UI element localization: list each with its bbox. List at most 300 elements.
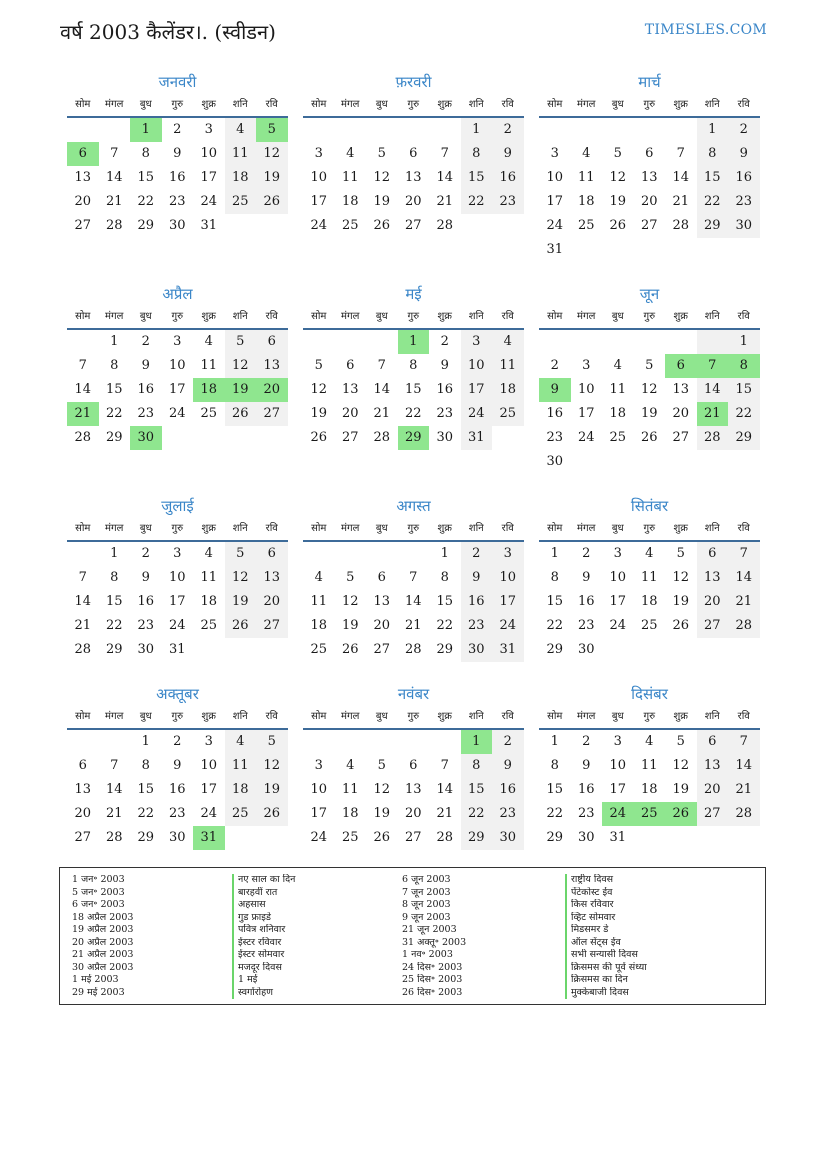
day-cell[interactable]: 25 [310,642,328,657]
day-cell[interactable]: 29 [436,642,454,657]
day-cell[interactable]: 10 [577,382,595,397]
day-cell[interactable]: 11 [577,170,595,185]
day-cell[interactable]: 12 [225,354,257,378]
day-cell[interactable]: 12 [640,382,658,397]
day-cell[interactable]: 9 [492,142,524,166]
day-cell[interactable]: 4 [346,146,355,161]
day-cell[interactable]: 24 [168,406,186,421]
day-cell[interactable]: 18 [200,594,218,609]
day-cell[interactable]: 19 [373,194,391,209]
day-cell[interactable]: 5 [225,542,257,566]
day-cell[interactable]: 23 [137,406,155,421]
day-cell[interactable]: 21 [436,806,454,821]
day-cell[interactable]: 25 [577,218,595,233]
day-cell[interactable]: 19 [256,166,288,190]
day-cell[interactable]: 3 [550,146,559,161]
day-cell[interactable]: 13 [672,382,690,397]
day-cell[interactable]: 18 [341,194,359,209]
day-cell[interactable]: 20 [697,590,729,614]
day-cell[interactable]: 25 [225,802,257,826]
day-cell[interactable]: 3 [613,546,622,561]
day-cell[interactable]: 8 [550,758,559,773]
day-cell[interactable]: 17 [310,806,328,821]
day-cell[interactable]: 8 [409,358,418,373]
day-cell[interactable]: 26 [341,642,359,657]
day-cell[interactable]: 11 [609,382,627,397]
day-cell[interactable]: 13 [373,594,391,609]
day-cell[interactable]: 17 [310,194,328,209]
day-cell[interactable]: 3 [173,334,182,349]
day-cell[interactable]: 28 [373,430,391,445]
day-cell[interactable]: 7 [728,542,760,566]
day-cell[interactable]: 24 [546,218,564,233]
day-cell[interactable]: 3 [204,122,213,137]
day-cell[interactable]: 17 [546,194,564,209]
day-cell[interactable]: 26 [225,614,257,638]
day-cell[interactable]: 2 [141,546,150,561]
day-cell[interactable]: 6 [665,354,697,378]
day-cell[interactable]: 10 [200,758,218,773]
day-cell[interactable]: 14 [74,382,92,397]
day-cell[interactable]: 1 [398,330,430,354]
day-cell[interactable]: 22 [546,618,564,633]
day-cell[interactable]: 6 [409,146,418,161]
day-cell[interactable]: 9 [492,754,524,778]
day-cell[interactable]: 1 [728,330,760,354]
day-cell[interactable]: 11 [200,358,218,373]
day-cell[interactable]: 7 [78,570,87,585]
day-cell[interactable]: 2 [492,730,524,754]
day-cell[interactable]: 29 [398,426,430,450]
day-cell[interactable]: 10 [546,170,564,185]
day-cell[interactable]: 29 [546,642,564,657]
day-cell[interactable]: 2 [141,334,150,349]
day-cell[interactable]: 17 [609,782,627,797]
day-cell[interactable]: 31 [492,638,524,662]
day-cell[interactable]: 16 [577,594,595,609]
day-cell[interactable]: 10 [200,146,218,161]
day-cell[interactable]: 8 [110,570,119,585]
day-cell[interactable]: 21 [74,618,92,633]
day-cell[interactable]: 14 [728,754,760,778]
day-cell[interactable]: 30 [492,826,524,850]
day-cell[interactable]: 15 [105,382,123,397]
day-cell[interactable]: 25 [492,402,524,426]
day-cell[interactable]: 19 [672,782,690,797]
day-cell[interactable]: 1 [110,546,119,561]
day-cell[interactable]: 25 [640,618,658,633]
day-cell[interactable]: 8 [550,570,559,585]
day-cell[interactable]: 7 [110,146,119,161]
day-cell[interactable]: 13 [697,754,729,778]
day-cell[interactable]: 22 [546,806,564,821]
day-cell[interactable]: 22 [461,190,493,214]
day-cell[interactable]: 24 [200,194,218,209]
day-cell[interactable]: 20 [256,590,288,614]
day-cell[interactable]: 27 [672,430,690,445]
day-cell[interactable]: 19 [310,406,328,421]
day-cell[interactable]: 6 [67,142,99,166]
day-cell[interactable]: 15 [728,378,760,402]
day-cell[interactable]: 5 [225,330,257,354]
day-cell[interactable]: 20 [341,406,359,421]
day-cell[interactable]: 8 [141,758,150,773]
day-cell[interactable]: 25 [341,218,359,233]
day-cell[interactable]: 7 [110,758,119,773]
day-cell[interactable]: 26 [256,190,288,214]
day-cell[interactable]: 22 [105,618,123,633]
day-cell[interactable]: 7 [377,358,386,373]
day-cell[interactable]: 17 [461,378,493,402]
day-cell[interactable]: 17 [492,590,524,614]
day-cell[interactable]: 7 [728,730,760,754]
day-cell[interactable]: 18 [640,594,658,609]
day-cell[interactable]: 14 [74,594,92,609]
day-cell[interactable]: 11 [225,754,257,778]
day-cell[interactable]: 1 [550,734,559,749]
day-cell[interactable]: 28 [404,642,422,657]
day-cell[interactable]: 6 [78,758,87,773]
day-cell[interactable]: 9 [582,570,591,585]
day-cell[interactable]: 12 [341,594,359,609]
day-cell[interactable]: 11 [640,758,658,773]
day-cell[interactable]: 9 [461,566,493,590]
day-cell[interactable]: 14 [672,170,690,185]
day-cell[interactable]: 23 [168,806,186,821]
day-cell[interactable]: 16 [546,406,564,421]
day-cell[interactable]: 18 [225,166,257,190]
day-cell[interactable]: 6 [346,358,355,373]
day-cell[interactable]: 2 [173,122,182,137]
day-cell[interactable]: 13 [404,782,422,797]
day-cell[interactable]: 18 [492,378,524,402]
day-cell[interactable]: 10 [492,566,524,590]
day-cell[interactable]: 14 [436,782,454,797]
day-cell[interactable]: 6 [409,758,418,773]
day-cell[interactable]: 4 [204,334,213,349]
day-cell[interactable]: 1 [130,118,162,142]
day-cell[interactable]: 20 [256,378,288,402]
day-cell[interactable]: 27 [373,642,391,657]
day-cell[interactable]: 19 [341,618,359,633]
day-cell[interactable]: 9 [539,378,571,402]
day-cell[interactable]: 9 [728,142,760,166]
day-cell[interactable]: 12 [256,754,288,778]
day-cell[interactable]: 31 [546,242,564,257]
day-cell[interactable]: 29 [105,642,123,657]
day-cell[interactable]: 16 [436,382,454,397]
day-cell[interactable]: 18 [225,778,257,802]
day-cell[interactable]: 5 [613,146,622,161]
day-cell[interactable]: 28 [436,218,454,233]
day-cell[interactable]: 26 [672,618,690,633]
day-cell[interactable]: 2 [492,118,524,142]
day-cell[interactable]: 4 [645,546,654,561]
day-cell[interactable]: 6 [697,730,729,754]
day-cell[interactable]: 11 [492,354,524,378]
day-cell[interactable]: 15 [137,170,155,185]
day-cell[interactable]: 7 [697,354,729,378]
day-cell[interactable]: 29 [137,830,155,845]
day-cell[interactable]: 5 [676,546,685,561]
day-cell[interactable]: 2 [582,734,591,749]
day-cell[interactable]: 26 [665,802,697,826]
day-cell[interactable]: 24 [602,802,634,826]
day-cell[interactable]: 23 [436,406,454,421]
day-cell[interactable]: 18 [193,378,225,402]
day-cell[interactable]: 2 [440,334,449,349]
day-cell[interactable]: 21 [105,806,123,821]
day-cell[interactable]: 10 [609,570,627,585]
day-cell[interactable]: 26 [640,430,658,445]
day-cell[interactable]: 10 [609,758,627,773]
day-cell[interactable]: 18 [341,806,359,821]
day-cell[interactable]: 1 [461,730,493,754]
day-cell[interactable]: 6 [697,542,729,566]
day-cell[interactable]: 16 [492,778,524,802]
day-cell[interactable]: 31 [461,426,493,450]
day-cell[interactable]: 3 [314,146,323,161]
day-cell[interactable]: 8 [110,358,119,373]
day-cell[interactable]: 25 [200,406,218,421]
day-cell[interactable]: 16 [577,782,595,797]
day-cell[interactable]: 7 [78,358,87,373]
day-cell[interactable]: 28 [436,830,454,845]
day-cell[interactable]: 24 [200,806,218,821]
day-cell[interactable]: 15 [461,778,493,802]
day-cell[interactable]: 3 [613,734,622,749]
day-cell[interactable]: 17 [609,594,627,609]
day-cell[interactable]: 10 [168,570,186,585]
day-cell[interactable]: 14 [404,594,422,609]
day-cell[interactable]: 30 [168,218,186,233]
day-cell[interactable]: 12 [256,142,288,166]
day-cell[interactable]: 15 [697,166,729,190]
day-cell[interactable]: 20 [404,806,422,821]
day-cell[interactable]: 27 [404,830,422,845]
day-cell[interactable]: 13 [256,354,288,378]
day-cell[interactable]: 2 [582,546,591,561]
day-cell[interactable]: 8 [141,146,150,161]
day-cell[interactable]: 3 [314,758,323,773]
day-cell[interactable]: 4 [225,730,257,754]
day-cell[interactable]: 24 [310,830,328,845]
day-cell[interactable]: 23 [577,806,595,821]
day-cell[interactable]: 29 [546,830,564,845]
day-cell[interactable]: 30 [577,642,595,657]
day-cell[interactable]: 21 [728,590,760,614]
day-cell[interactable]: 20 [697,778,729,802]
day-cell[interactable]: 27 [256,614,288,638]
day-cell[interactable]: 21 [436,194,454,209]
day-cell[interactable]: 3 [492,542,524,566]
day-cell[interactable]: 17 [200,170,218,185]
day-cell[interactable]: 15 [546,594,564,609]
day-cell[interactable]: 2 [550,358,559,373]
day-cell[interactable]: 12 [672,570,690,585]
day-cell[interactable]: 13 [256,566,288,590]
day-cell[interactable]: 8 [461,142,493,166]
day-cell[interactable]: 26 [256,802,288,826]
day-cell[interactable]: 13 [341,382,359,397]
day-cell[interactable]: 19 [256,778,288,802]
day-cell[interactable]: 4 [613,358,622,373]
day-cell[interactable]: 25 [341,830,359,845]
day-cell[interactable]: 19 [672,594,690,609]
day-cell[interactable]: 28 [672,218,690,233]
day-cell[interactable]: 30 [168,830,186,845]
day-cell[interactable]: 12 [373,782,391,797]
day-cell[interactable]: 27 [74,218,92,233]
day-cell[interactable]: 2 [461,542,493,566]
day-cell[interactable]: 24 [461,402,493,426]
day-cell[interactable]: 23 [577,618,595,633]
day-cell[interactable]: 30 [728,214,760,238]
day-cell[interactable]: 30 [436,430,454,445]
day-cell[interactable]: 25 [225,190,257,214]
day-cell[interactable]: 5 [256,118,288,142]
day-cell[interactable]: 22 [137,806,155,821]
day-cell[interactable]: 3 [582,358,591,373]
day-cell[interactable]: 11 [200,570,218,585]
day-cell[interactable]: 12 [310,382,328,397]
day-cell[interactable]: 24 [310,218,328,233]
day-cell[interactable]: 29 [697,214,729,238]
day-cell[interactable]: 6 [645,146,654,161]
day-cell[interactable]: 26 [310,430,328,445]
day-cell[interactable]: 5 [676,734,685,749]
day-cell[interactable]: 4 [225,118,257,142]
day-cell[interactable]: 10 [310,170,328,185]
day-cell[interactable]: 13 [697,566,729,590]
day-cell[interactable]: 19 [640,406,658,421]
day-cell[interactable]: 15 [461,166,493,190]
day-cell[interactable]: 30 [577,830,595,845]
day-cell[interactable]: 25 [200,618,218,633]
day-cell[interactable]: 18 [640,782,658,797]
day-cell[interactable]: 3 [204,734,213,749]
day-cell[interactable]: 22 [436,618,454,633]
day-cell[interactable]: 16 [137,382,155,397]
day-cell[interactable]: 14 [373,382,391,397]
day-cell[interactable]: 8 [728,354,760,378]
day-cell[interactable]: 22 [105,406,123,421]
day-cell[interactable]: 1 [141,734,150,749]
day-cell[interactable]: 20 [404,194,422,209]
day-cell[interactable]: 5 [314,358,323,373]
day-cell[interactable]: 15 [546,782,564,797]
day-cell[interactable]: 20 [74,806,92,821]
day-cell[interactable]: 1 [461,118,493,142]
day-cell[interactable]: 9 [141,358,150,373]
day-cell[interactable]: 3 [461,330,493,354]
day-cell[interactable]: 5 [346,570,355,585]
day-cell[interactable]: 26 [373,830,391,845]
day-cell[interactable]: 13 [74,170,92,185]
day-cell[interactable]: 28 [74,642,92,657]
day-cell[interactable]: 1 [550,546,559,561]
day-cell[interactable]: 20 [640,194,658,209]
day-cell[interactable]: 27 [640,218,658,233]
day-cell[interactable]: 20 [672,406,690,421]
day-cell[interactable]: 8 [440,570,449,585]
day-cell[interactable]: 22 [461,802,493,826]
day-cell[interactable]: 24 [577,430,595,445]
day-cell[interactable]: 8 [461,754,493,778]
day-cell[interactable]: 22 [137,194,155,209]
day-cell[interactable]: 24 [609,618,627,633]
day-cell[interactable]: 4 [314,570,323,585]
day-cell[interactable]: 24 [492,614,524,638]
day-cell[interactable]: 4 [492,330,524,354]
day-cell[interactable]: 27 [404,218,422,233]
day-cell[interactable]: 5 [256,730,288,754]
day-cell[interactable]: 28 [105,830,123,845]
day-cell[interactable]: 14 [105,782,123,797]
day-cell[interactable]: 20 [74,194,92,209]
day-cell[interactable]: 13 [640,170,658,185]
day-cell[interactable]: 23 [461,614,493,638]
day-cell[interactable]: 26 [373,218,391,233]
day-cell[interactable]: 21 [672,194,690,209]
day-cell[interactable]: 27 [341,430,359,445]
site-link[interactable]: TIMESLES.COM [644,22,767,38]
day-cell[interactable]: 1 [697,118,729,142]
day-cell[interactable]: 21 [373,406,391,421]
day-cell[interactable]: 30 [137,642,155,657]
day-cell[interactable]: 18 [577,194,595,209]
day-cell[interactable]: 29 [105,430,123,445]
day-cell[interactable]: 12 [225,566,257,590]
day-cell[interactable]: 2 [728,118,760,142]
day-cell[interactable]: 19 [609,194,627,209]
day-cell[interactable]: 10 [168,358,186,373]
day-cell[interactable]: 8 [697,142,729,166]
day-cell[interactable]: 4 [582,146,591,161]
day-cell[interactable]: 28 [728,802,760,826]
day-cell[interactable]: 23 [492,190,524,214]
day-cell[interactable]: 11 [341,170,359,185]
day-cell[interactable]: 30 [461,638,493,662]
day-cell[interactable]: 27 [256,402,288,426]
day-cell[interactable]: 9 [141,570,150,585]
day-cell[interactable]: 17 [577,406,595,421]
day-cell[interactable]: 15 [404,382,422,397]
day-cell[interactable]: 6 [377,570,386,585]
day-cell[interactable]: 13 [74,782,92,797]
day-cell[interactable]: 4 [346,758,355,773]
day-cell[interactable]: 29 [137,218,155,233]
day-cell[interactable]: 19 [373,806,391,821]
day-cell[interactable]: 10 [310,782,328,797]
day-cell[interactable]: 21 [67,402,99,426]
day-cell[interactable]: 16 [137,594,155,609]
day-cell[interactable]: 20 [373,618,391,633]
day-cell[interactable]: 18 [310,618,328,633]
day-cell[interactable]: 12 [373,170,391,185]
day-cell[interactable]: 14 [436,170,454,185]
day-cell[interactable]: 15 [137,782,155,797]
day-cell[interactable]: 17 [200,782,218,797]
day-cell[interactable]: 5 [377,758,386,773]
day-cell[interactable]: 24 [168,618,186,633]
day-cell[interactable]: 31 [200,218,218,233]
day-cell[interactable]: 16 [168,170,186,185]
day-cell[interactable]: 19 [225,378,257,402]
day-cell[interactable]: 4 [645,734,654,749]
day-cell[interactable]: 27 [74,830,92,845]
day-cell[interactable]: 31 [193,826,225,850]
